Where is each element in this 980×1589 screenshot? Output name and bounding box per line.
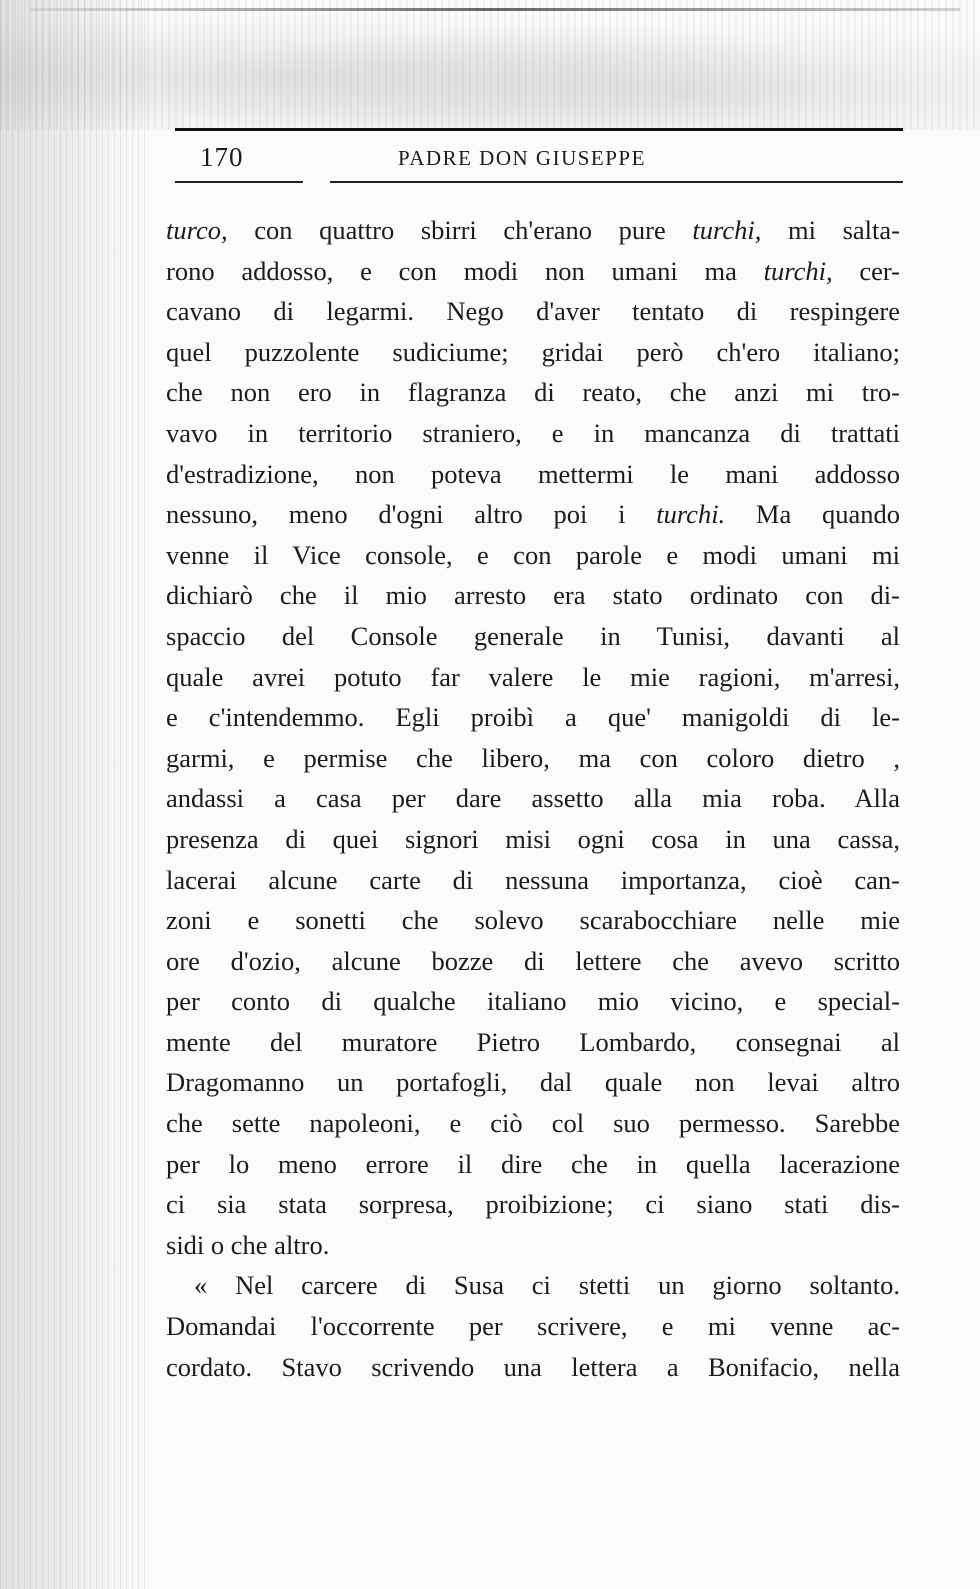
text-segment: d'estradizione, non poteva mettermi le mani addosso: [166, 458, 900, 489]
text-segment: Domandai l'occorrente per scrivere, e mi venne ac-: [166, 1311, 900, 1342]
text-segment: cordato. Stavo scrivendo una lettera a Bonifacio, nella: [166, 1351, 900, 1382]
text-segment: cavano di legarmi. Nego d'aver tentato di respingere: [166, 296, 900, 327]
text-segment: mente del muratore Pietro Lombardo, consegnai al: [166, 1026, 900, 1057]
text-segment: ci sia stata sorpresa, proibizione; ci siano stati dis-: [166, 1189, 900, 1220]
text-segment: « Nel carcere di Susa ci stetti un giorno soltanto.: [194, 1270, 900, 1301]
text-line: [166, 332, 900, 373]
text-segment: che sette napoleoni, e ciò col suo permesso. Sarebbe: [166, 1108, 900, 1139]
text-line: [166, 1022, 900, 1063]
italic-word: turchi.: [656, 499, 726, 530]
text-line: [166, 1062, 900, 1103]
text-segment: nessuno, meno d'ogni altro poi i: [166, 499, 657, 530]
text-line: [166, 1144, 900, 1185]
text-line: [166, 1225, 900, 1266]
running-head: PADRE DON GIUSEPPE: [398, 146, 646, 170]
text-line: [166, 738, 900, 779]
text-line: [166, 1306, 900, 1347]
text-line: [166, 900, 900, 941]
text-line: [166, 210, 900, 251]
body-text: [166, 210, 900, 1387]
text-line: [166, 413, 900, 454]
text-segment: quale avrei potuto far valere le mie ragioni, m'arresi,: [166, 661, 900, 692]
italic-word: turchi,: [692, 215, 762, 245]
text-line: [166, 1184, 900, 1225]
scan-top-edge: [30, 8, 960, 11]
text-segment: presenza di quei signori misi ogni cosa in una cassa,: [166, 823, 900, 854]
text-segment: lacerai alcune carte di nessuna importanza, cioè can-: [166, 864, 900, 895]
text-segment: e c'intendemmo. Egli proibì a que' manigoldi di le-: [166, 702, 900, 733]
header-rule: [175, 128, 903, 131]
text-line: [166, 860, 900, 901]
page-number: 170: [200, 142, 244, 172]
text-line: [166, 535, 900, 576]
text-segment: rono addosso, e con modi non umani ma: [166, 255, 764, 286]
text-line: [166, 697, 900, 738]
text-line: [166, 819, 900, 860]
text-segment: spaccio del Console generale in Tunisi, davanti al: [166, 620, 900, 651]
text-segment: per conto di qualche italiano mio vicino, e special-: [166, 986, 900, 1017]
text-line: [166, 575, 900, 616]
italic-word: turchi,: [763, 255, 833, 286]
text-line: [166, 981, 900, 1022]
text-segment: Dragomanno un portafogli, dal quale non levai altro: [166, 1067, 900, 1098]
text-line: [166, 657, 900, 698]
text-line: [166, 1103, 900, 1144]
text-segment: ore d'ozio, alcune bozze di lettere che avevo scritto: [166, 945, 900, 976]
italic-word: turco,: [166, 215, 228, 245]
text-line: [166, 1265, 900, 1306]
text-segment: sidi o che altro.: [166, 1229, 330, 1260]
text-segment: per lo meno errore il dire che in quella lacerazione: [166, 1148, 900, 1179]
text-segment: dichiarò che il mio arresto era stato ordinato con di-: [166, 580, 900, 611]
text-line: [166, 454, 900, 495]
text-line: [166, 1347, 900, 1388]
text-segment: cer-: [832, 255, 900, 286]
header-underline-right: [330, 181, 903, 183]
header-underline-left: [175, 181, 303, 183]
text-line: [166, 291, 900, 332]
scan-binding-shadow: [0, 0, 150, 1589]
text-line: [166, 494, 900, 535]
text-segment: quel puzzolente sudiciume; gridai però ch'ero italiano;: [166, 336, 900, 367]
text-segment: Ma quando: [725, 499, 900, 530]
text-segment: andassi a casa per dare assetto alla mia roba. Alla: [166, 783, 900, 814]
text-line: [166, 778, 900, 819]
text-line: [166, 941, 900, 982]
text-segment: mi salta-: [761, 215, 900, 245]
text-line: [166, 251, 900, 292]
text-segment: garmi, e permise che libero, ma con coloro dietro ,: [166, 742, 900, 773]
text-segment: venne il Vice console, e con parole e modi umani mi: [166, 539, 900, 570]
text-line: [166, 372, 900, 413]
text-segment: zoni e sonetti che solevo scarabocchiare nelle mie: [166, 905, 900, 936]
text-segment: che non ero in flagranza di reato, che anzi mi tro-: [166, 377, 900, 408]
text-segment: vavo in territorio straniero, e in mancanza di trattati: [166, 417, 900, 448]
text-line: [166, 616, 900, 657]
text-segment: con quattro sbirri ch'erano pure: [227, 215, 693, 245]
